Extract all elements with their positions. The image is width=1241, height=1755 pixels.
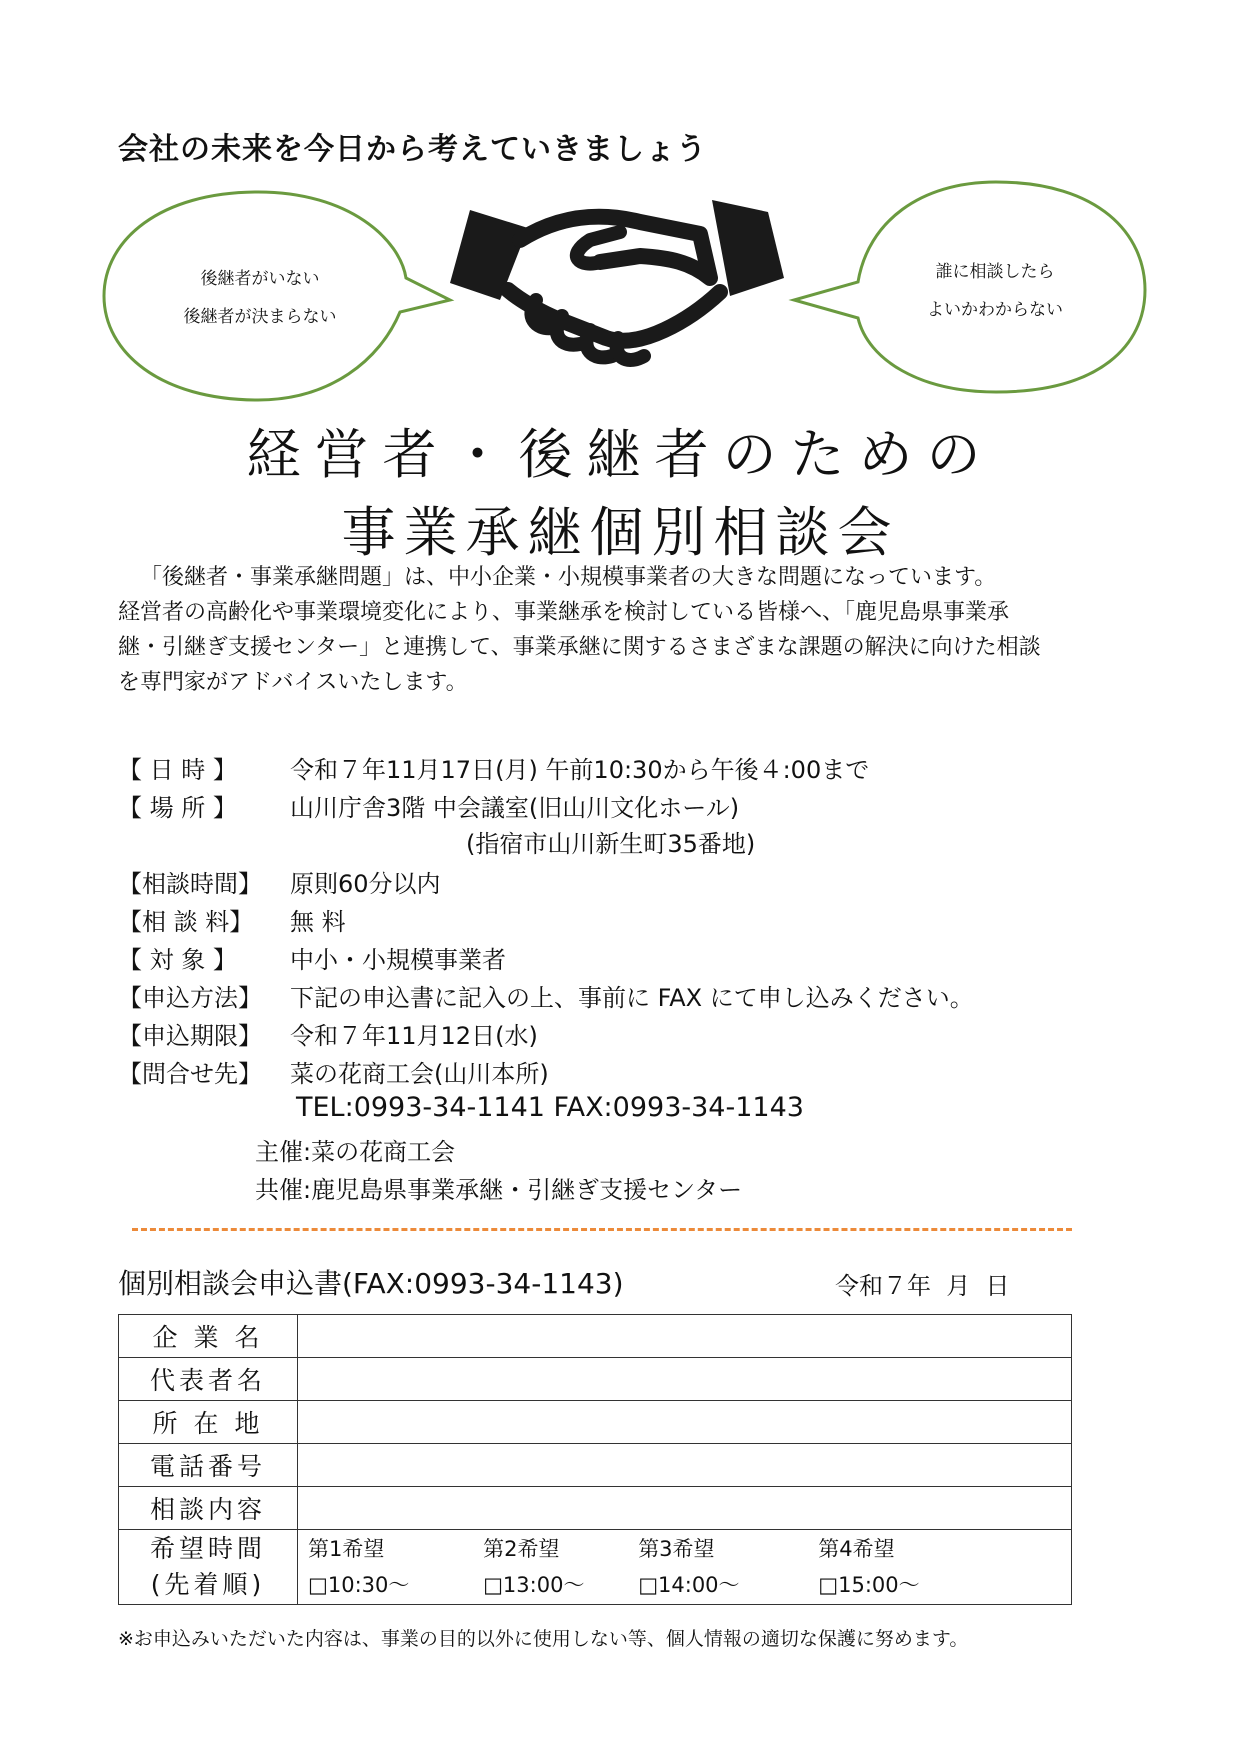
slot-2-name: 第2希望: [483, 1537, 560, 1561]
consultation-field[interactable]: [298, 1487, 1072, 1530]
slot-1-checkbox[interactable]: □10:30〜: [308, 1573, 410, 1597]
left-bubble-line-1: 後継者がいない: [200, 269, 320, 289]
method-label: 【申込方法】: [118, 984, 262, 1012]
slot-2-checkbox[interactable]: □13:00〜: [483, 1573, 585, 1597]
slot-3[interactable]: [638, 1531, 803, 1603]
target-label: 【 対 象 】: [118, 946, 237, 974]
intro-line-4: を専門家がアドバイスいたします。: [118, 670, 468, 695]
phone-label: 電話番号: [119, 1444, 298, 1487]
intro-line-2: 経営者の高齢化や事業環境変化により、事業継承を検討している皆様へ、「鹿児島県事業承: [118, 600, 1010, 625]
slot-1-name: 第1希望: [308, 1537, 385, 1561]
form-row-address: [119, 1401, 1072, 1444]
form-row-consultation: [119, 1487, 1072, 1530]
right-bubble-line-1: 誰に相談したら: [935, 262, 1055, 282]
duration-value: 原則60分以内: [290, 870, 441, 898]
handshake-icon: [450, 200, 784, 360]
contact-label: 【問合せ先】: [118, 1060, 262, 1088]
contact-value: 菜の花商工会(山川本所): [290, 1060, 549, 1088]
preferred-time-label-1: 希望時間: [149, 1534, 266, 1563]
slot-3-checkbox[interactable]: □14:00〜: [638, 1573, 740, 1597]
info-fee: [118, 902, 346, 937]
form-row-company: [119, 1315, 1072, 1358]
method-value: 下記の申込書に記入の上、事前に FAX にて申し込みください。: [290, 984, 974, 1012]
info-place: [118, 788, 739, 823]
company-name-label: 企 業 名: [119, 1315, 298, 1358]
date-value: 令和７年11月17日(月) 午前10:30から午後４:00まで: [290, 756, 870, 784]
place-value: 山川庁舎3階 中会議室(旧山川文化ホール): [290, 794, 740, 822]
right-bubble-text: [895, 253, 1095, 329]
deadline-value: 令和７年11月12日(水): [290, 1022, 538, 1050]
title-line-1: 経営者・後継者のための: [246, 423, 995, 486]
place-label: 【 場 所 】: [118, 794, 237, 822]
slot-2[interactable]: [483, 1531, 623, 1603]
slot-1[interactable]: [308, 1531, 468, 1603]
consultation-label: 相談内容: [119, 1487, 298, 1530]
info-contact: [118, 1054, 549, 1089]
tagline: 会社の未来を今日から考えていきましょう: [118, 132, 707, 167]
slot-4[interactable]: [818, 1531, 958, 1603]
form-row-phone: [119, 1444, 1072, 1487]
privacy-note: ※お申込みいただいた内容は、事業の目的以外に使用しない等、個人情報の適切な保護に努めます。: [118, 1628, 969, 1650]
address-label: 所 在 地: [119, 1401, 298, 1444]
target-value: 中小・小規模事業者: [290, 946, 506, 974]
co-organizer: 共催:鹿児島県事業承継・引継ぎ支援センター: [255, 1176, 743, 1204]
form-date: 令和７年 月 日: [835, 1272, 1010, 1300]
info-duration: [118, 864, 441, 899]
fee-value: 無 料: [290, 908, 346, 936]
info-method: [118, 978, 974, 1013]
preferred-time-label: [119, 1530, 298, 1605]
right-bubble-line-2: よいかわからない: [927, 300, 1063, 320]
organizer: 主催:菜の花商工会: [255, 1138, 456, 1166]
slot-4-checkbox[interactable]: □15:00〜: [818, 1573, 920, 1597]
fee-label: 【相 談 料】: [118, 908, 254, 936]
cut-line-divider: [132, 1228, 1072, 1231]
slot-3-name: 第3希望: [638, 1537, 715, 1561]
slot-4-name: 第4希望: [818, 1537, 895, 1561]
form-title: 個別相談会申込書(FAX:0993-34-1143): [118, 1267, 624, 1300]
form-row-preferred-time: [119, 1530, 1072, 1605]
form-row-representative: [119, 1358, 1072, 1401]
phone-field[interactable]: [298, 1444, 1072, 1487]
preferred-time-label-2: (先着順): [150, 1570, 266, 1599]
contact-phone: TEL:0993-34-1141 FAX:0993-34-1143: [296, 1092, 804, 1123]
title-line-2: 事業承継個別相談会: [341, 501, 900, 564]
address-field[interactable]: [298, 1401, 1072, 1444]
header-graphics: [0, 0, 1241, 420]
application-form-table: [118, 1314, 1072, 1605]
representative-label: 代表者名: [119, 1358, 298, 1401]
place-address: (指宿市山川新生町35番地): [466, 830, 756, 858]
intro-line-3: 継・引継ぎ支援センター」と連携して、事業承継に関するさまざまな課題の解決に向けた相談: [118, 635, 1041, 660]
deadline-label: 【申込期限】: [118, 1022, 262, 1050]
duration-label: 【相談時間】: [118, 870, 262, 898]
date-label: 【 日 時 】: [118, 756, 237, 784]
info-deadline: [118, 1016, 538, 1051]
preferred-time-options: [298, 1530, 1072, 1605]
info-date: [118, 750, 869, 785]
company-name-field[interactable]: [298, 1315, 1072, 1358]
left-bubble-text: [160, 260, 360, 336]
intro-line-1: 「後継者・事業承継問題」は、中小企業・小規模事業者の大きな問題になっています。: [140, 565, 997, 590]
representative-field[interactable]: [298, 1358, 1072, 1401]
left-bubble-line-2: 後継者が決まらない: [183, 307, 337, 327]
info-target: [118, 940, 506, 975]
intro-paragraph: [118, 560, 1128, 700]
